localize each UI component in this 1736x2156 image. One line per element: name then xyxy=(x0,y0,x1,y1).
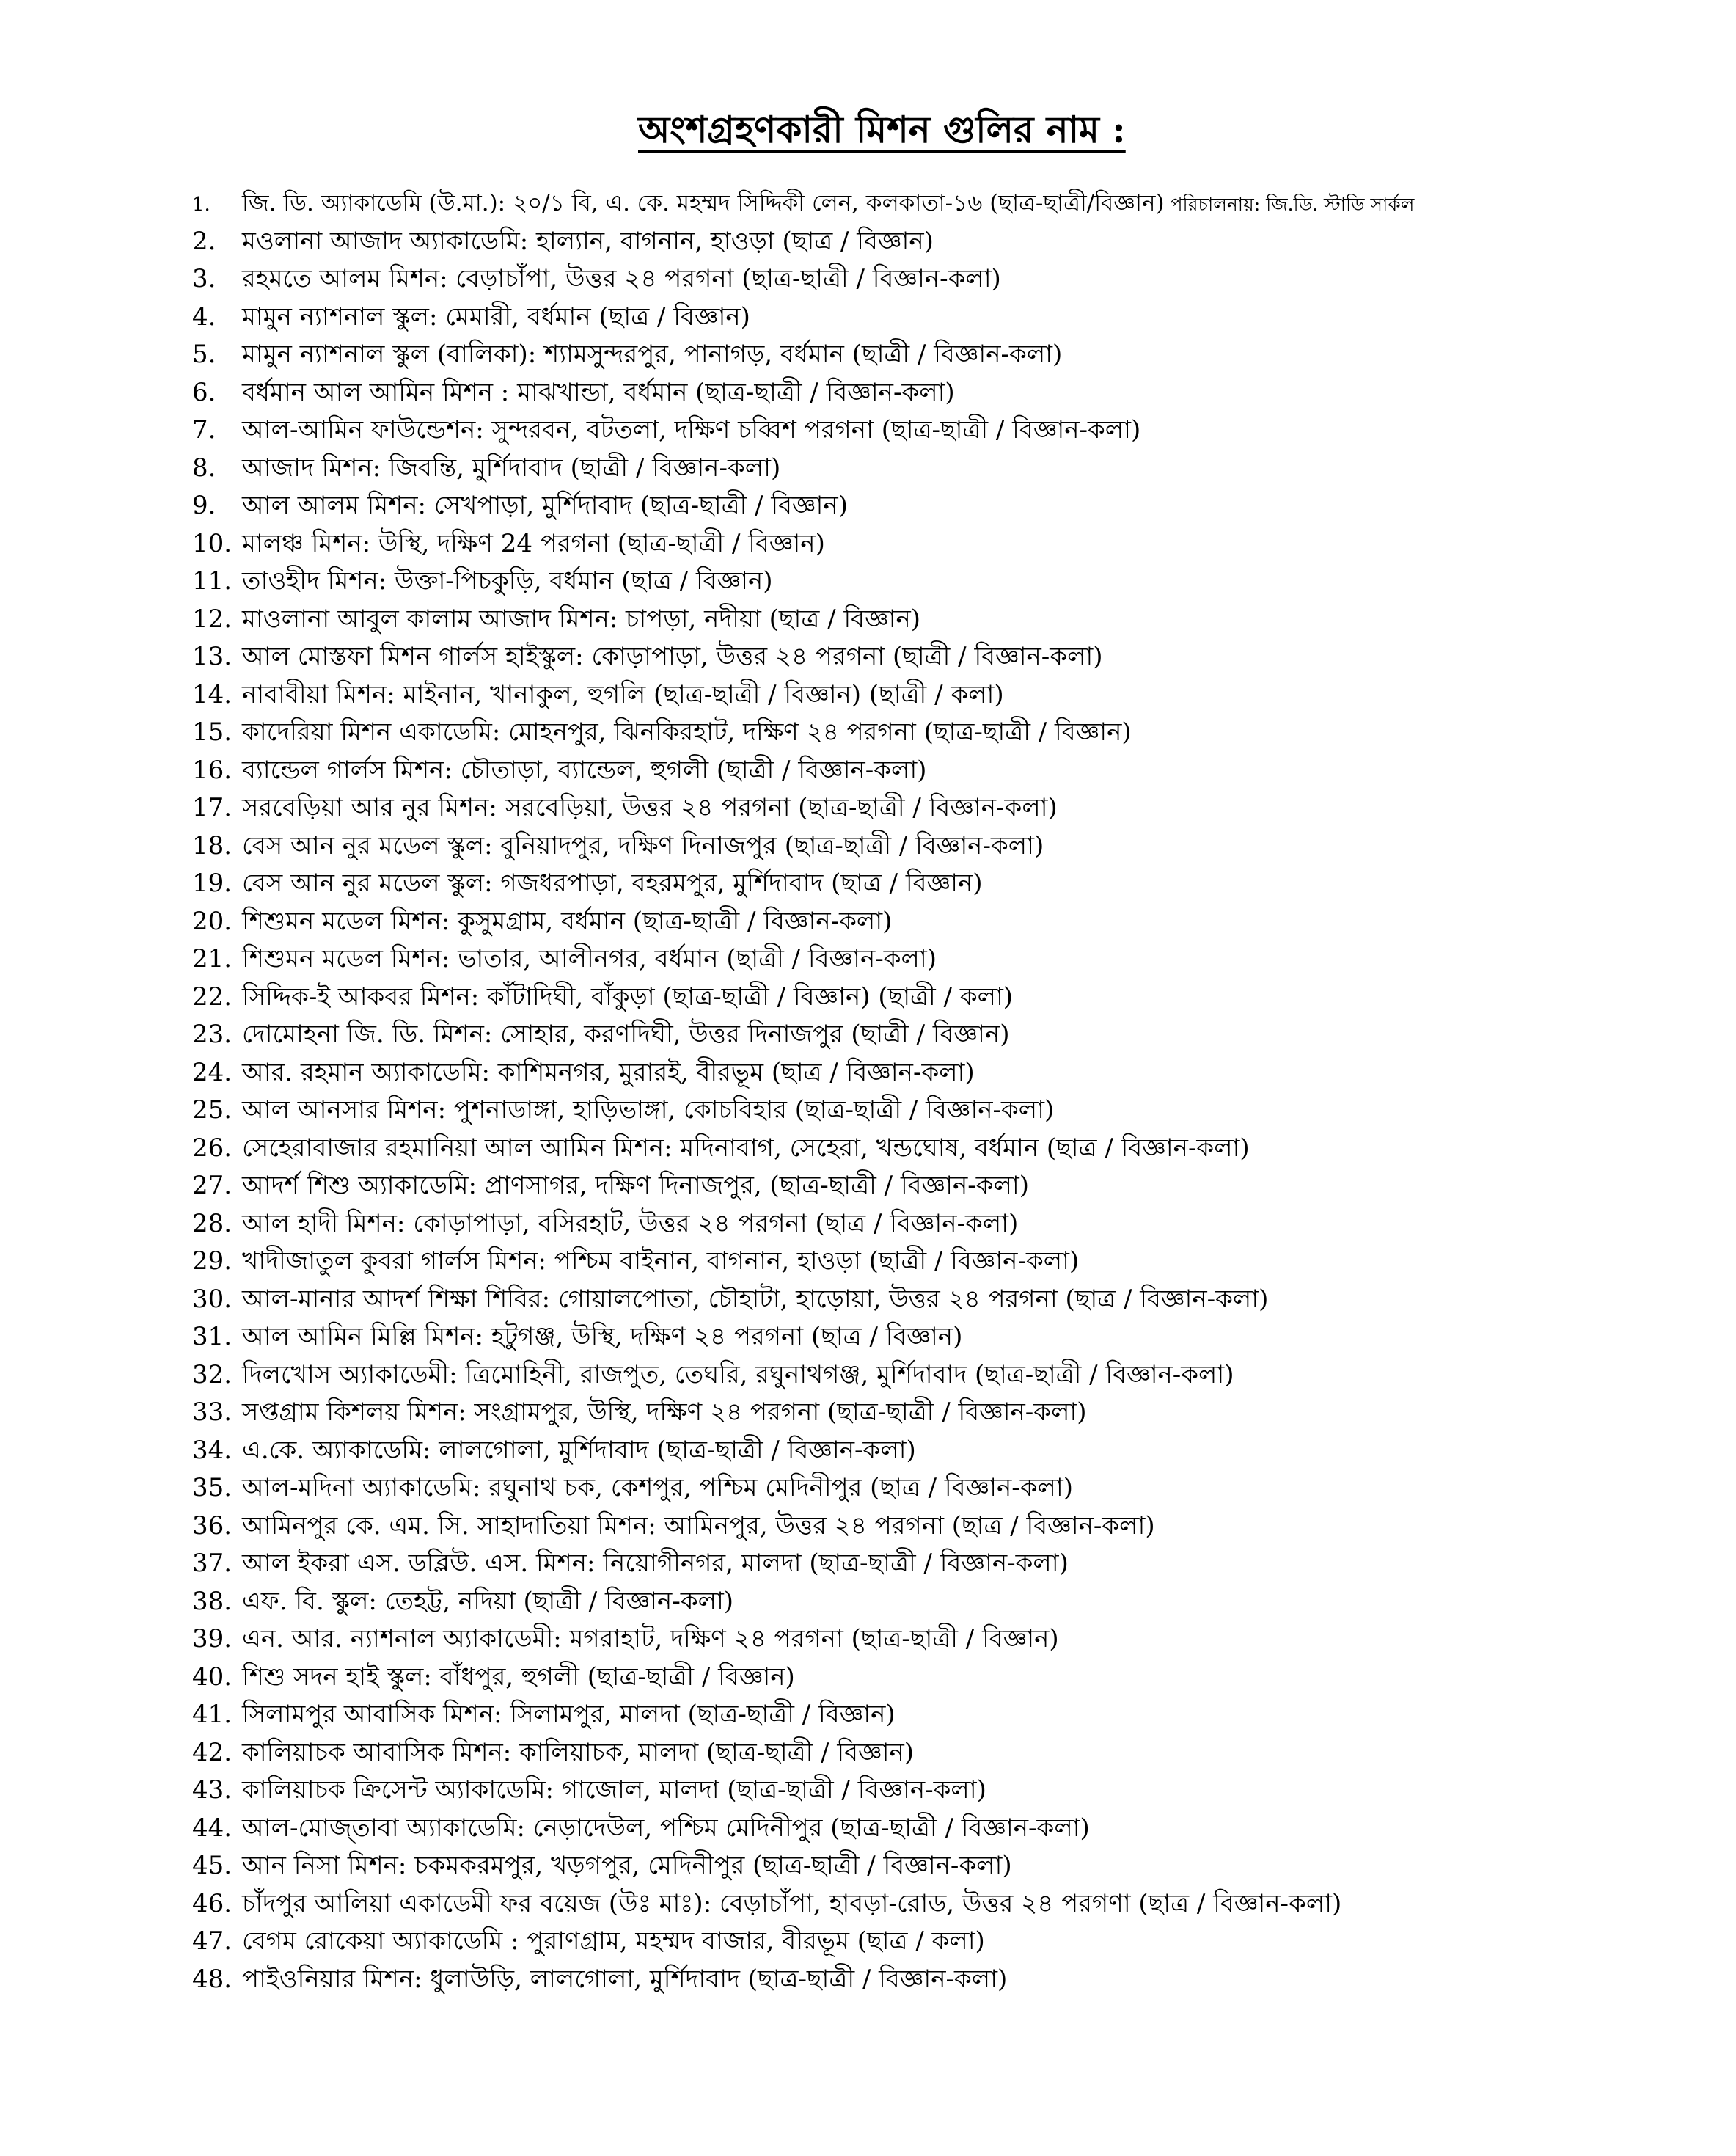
list-item xyxy=(192,1772,1703,1810)
item-text: মালঞ্চ মিশন: উস্থি, দক্ষিণ 24 পরগনা (ছাত্র-ছাত্রী / বিজ্ঞান) xyxy=(242,528,825,558)
item-text: আমিনপুর কে. এম. সি. সাহাদাতিয়া মিশন: আমিনপুর, উত্তর ২৪ পরগনা (ছাত্র / বিজ্ঞান-কলা) xyxy=(242,1510,1155,1541)
list-item xyxy=(192,638,1703,676)
item-number: 17. xyxy=(192,793,232,822)
item-number: 32. xyxy=(192,1359,232,1389)
list-item xyxy=(192,1545,1703,1583)
list-item xyxy=(192,1469,1703,1508)
list-item xyxy=(192,185,1703,223)
item-number: 14. xyxy=(192,679,232,709)
item-number: 19. xyxy=(192,869,232,898)
list-item xyxy=(192,789,1703,827)
list-item xyxy=(192,223,1703,261)
list-item xyxy=(192,1810,1703,1848)
item-number: 13. xyxy=(192,642,232,671)
item-number: 40. xyxy=(192,1662,232,1692)
item-text: সেহেরাবাজার রহমানিয়া আল আমিন মিশন: মদিনাবাগ, সেহেরা, খন্ডঘোষ, বর্ধমান (ছাত্র / বিজ্ঞান-কলা) xyxy=(242,1133,1250,1163)
item-number: 20. xyxy=(192,906,232,936)
item-number: 41. xyxy=(192,1700,232,1729)
item-text: মামুন ন্যাশনাল স্কুল: মেমারী, বর্ধমান (ছাত্র / বিজ্ঞান) xyxy=(242,302,750,332)
item-number: 37. xyxy=(192,1549,232,1578)
list-item xyxy=(192,1659,1703,1697)
item-number: 34. xyxy=(192,1435,232,1465)
item-number: 1. xyxy=(192,194,210,216)
list-item xyxy=(192,601,1703,639)
item-number: 31. xyxy=(192,1322,232,1351)
list-item xyxy=(192,374,1703,412)
item-text: শিশুমন মডেল মিশন: কুসুমগ্রাম, বর্ধমান (ছাত্র-ছাত্রী / বিজ্ঞান-কলা) xyxy=(242,906,893,936)
item-text: কালিয়াচক আবাসিক মিশন: কালিয়াচক, মালদা (ছাত্র-ছাত্রী / বিজ্ঞান) xyxy=(242,1737,915,1767)
list-item xyxy=(192,1961,1703,1999)
item-text: আর. রহমান অ্যাকাডেমি: কাশিমনগর, মুরারই, বীরভূম (ছাত্র / বিজ্ঞান-কলা) xyxy=(242,1057,975,1087)
item-text: আল আনসার মিশন: পুশনাডাঙ্গা, হাড়িভাঙ্গা, কোচবিহার (ছাত্র-ছাত্রী / বিজ্ঞান-কলা) xyxy=(242,1095,1055,1125)
list-item xyxy=(192,940,1703,979)
list-item xyxy=(192,979,1703,1017)
item-number: 46. xyxy=(192,1888,232,1918)
item-text: জি. ডি. অ্যাকাডেমি (উ.মা.): ২০/১ বি, এ. কে. মহম্মদ সিদ্দিকী লেন, কলকাতা-১৬ (ছাত্র-ছাত্রী/বিজ্ঞান) xyxy=(242,190,1165,216)
item-text: পাইওনিয়ার মিশন: ধুলাউড়ি, লালগোলা, মুর্শিদাবাদ (ছাত্র-ছাত্রী / বিজ্ঞান-কলা) xyxy=(242,1964,1008,1994)
item-text: আল-মানার আদর্শ শিক্ষা শিবির: গোয়ালপোতা, চৌহাটা, হাড়োয়া, উত্তর ২৪ পরগনা (ছাত্র / বিজ্ঞান-কলা) xyxy=(242,1284,1269,1314)
item-number: 21. xyxy=(192,944,232,973)
list-item xyxy=(192,1620,1703,1659)
item-number: 47. xyxy=(192,1926,232,1956)
item-note: পরিচালনায়: জি.ডি. স্টাডি সার্কল xyxy=(1170,194,1415,215)
item-number: 26. xyxy=(192,1133,232,1163)
list-item xyxy=(192,450,1703,488)
item-number: 4. xyxy=(192,302,216,332)
list-item xyxy=(192,676,1703,715)
item-number: 3. xyxy=(192,264,216,293)
list-item xyxy=(192,714,1703,752)
list-item xyxy=(192,1054,1703,1092)
list-item xyxy=(192,1281,1703,1319)
item-text: বেগম রোকেয়া অ্যাকাডেমি : পুরাণগ্রাম, মহম্মদ বাজার, বীরভূম (ছাত্র / কলা) xyxy=(242,1926,985,1956)
item-text: মামুন ন্যাশনাল স্কুল (বালিকা): শ্যামসুন্দরপুর, পানাগড়, বর্ধমান (ছাত্রী / বিজ্ঞান-কলা) xyxy=(242,340,1063,369)
item-number: 48. xyxy=(192,1964,232,1994)
item-number: 27. xyxy=(192,1171,232,1200)
item-number: 9. xyxy=(192,491,216,520)
item-text: সিলামপুর আবাসিক মিশন: সিলামপুর, মালদা (ছাত্র-ছাত্রী / বিজ্ঞান) xyxy=(242,1700,896,1729)
item-number: 18. xyxy=(192,830,232,860)
item-text: রহমতে আলম মিশন: বেড়াচাঁপা, উত্তর ২৪ পরগনা (ছাত্র-ছাত্রী / বিজ্ঞান-কলা) xyxy=(242,264,1001,293)
list-item xyxy=(192,865,1703,903)
list-item xyxy=(192,1432,1703,1470)
list-item xyxy=(192,1356,1703,1395)
list-item xyxy=(192,1243,1703,1281)
list-item xyxy=(192,412,1703,450)
list-item xyxy=(192,903,1703,941)
item-number: 16. xyxy=(192,755,232,785)
item-text: আল হাদী মিশন: কোড়াপাড়া, বসিরহাট, উত্তর ২৪ পরগনা (ছাত্র / বিজ্ঞান-কলা) xyxy=(242,1208,1019,1238)
item-text: নাবাবীয়া মিশন: মাইনান, খানাকুল, হুগলি (ছাত্র-ছাত্রী / বিজ্ঞান) (ছাত্রী / কলা) xyxy=(242,679,1004,709)
item-number: 15. xyxy=(192,717,232,747)
list-item xyxy=(192,1205,1703,1243)
item-text: আল-মদিনা অ্যাকাডেমি: রঘুনাথ চক, কেশপুর, পশ্চিম মেদিনীপুর (ছাত্র / বিজ্ঞান-কলা) xyxy=(242,1473,1073,1502)
list-item xyxy=(192,1167,1703,1205)
list-item xyxy=(192,563,1703,601)
item-text: এন. আর. ন্যাশনাল অ্যাকাডেমী: মগরাহাট, দক্ষিণ ২৪ পরগনা (ছাত্র-ছাত্রী / বিজ্ঞান) xyxy=(242,1624,1059,1653)
item-text: এফ. বি. স্কুল: তেহট্ট, নদিয়া (ছাত্রী / বিজ্ঞান-কলা) xyxy=(242,1586,734,1616)
list-item xyxy=(192,752,1703,790)
item-text: শিশুমন মডেল মিশন: ভাতার, আলীনগর, বর্ধমান (ছাত্রী / বিজ্ঞান-কলা) xyxy=(242,944,937,973)
item-text: আন নিসা মিশন: চকমকরমপুর, খড়গপুর, মেদিনীপুর (ছাত্র-ছাত্রী / বিজ্ঞান-কলা) xyxy=(242,1851,1012,1880)
item-number: 8. xyxy=(192,453,216,483)
item-text: আজাদ মিশন: জিবন্তি, মুর্শিদাবাদ (ছাত্রী / বিজ্ঞান-কলা) xyxy=(242,453,781,483)
list-item xyxy=(192,1508,1703,1546)
list-item xyxy=(192,1885,1703,1923)
list-item xyxy=(192,1583,1703,1621)
item-text: বর্ধমান আল আমিন মিশন : মাঝখান্ডা, বর্ধমান (ছাত্র-ছাত্রী / বিজ্ঞান-কলা) xyxy=(242,377,955,407)
list-item xyxy=(192,1092,1703,1130)
item-text: শিশু সদন হাই স্কুল: বাঁধপুর, হুগলী (ছাত্র-ছাত্রী / বিজ্ঞান) xyxy=(242,1662,795,1692)
item-number: 23. xyxy=(192,1020,232,1049)
item-number: 10. xyxy=(192,528,232,558)
item-text: আল মোস্তফা মিশন গার্লস হাইস্কুল: কোড়াপাড়া, উত্তর ২৪ পরগনা (ছাত্রী / বিজ্ঞান-কলা) xyxy=(242,642,1103,671)
item-number: 7. xyxy=(192,415,216,445)
item-text: কাদেরিয়া মিশন একাডেমি: মোহনপুর, ঝিনকিরহাট, দক্ষিণ ২৪ পরগনা (ছাত্র-ছাত্রী / বিজ্ঞান) xyxy=(242,717,1132,747)
item-text: এ.কে. অ্যাকাডেমি: লালগোলা, মুর্শিদাবাদ (ছাত্র-ছাত্রী / বিজ্ঞান-কলা) xyxy=(242,1435,916,1465)
item-text: দোমোহনা জি. ডি. মিশন: সোহার, করণদিঘী, উত্তর দিনাজপুর (ছাত্রী / বিজ্ঞান) xyxy=(242,1020,1010,1049)
item-number: 43. xyxy=(192,1775,232,1805)
list-item xyxy=(192,260,1703,299)
list-item xyxy=(192,1016,1703,1054)
list-item xyxy=(192,336,1703,374)
item-text: মাওলানা আবুল কালাম আজাদ মিশন: চাপড়া, নদীয়া (ছাত্র / বিজ্ঞান) xyxy=(242,604,921,634)
item-text: আদর্শ শিশু অ্যাকাডেমি: প্রাণসাগর, দক্ষিণ দিনাজপুর, (ছাত্র-ছাত্রী / বিজ্ঞান-কলা) xyxy=(242,1171,1030,1200)
item-number: 39. xyxy=(192,1624,232,1653)
item-text: চাঁদপুর আলিয়া একাডেমী ফর বয়েজ (উঃ মাঃ): বেড়াচাঁপা, হাবড়া-রোড, উত্তর ২৪ পরগণা (ছাত্র / বিজ্ঞান-কলা) xyxy=(242,1888,1342,1918)
list-item xyxy=(192,1847,1703,1885)
item-text: বেস আন নুর মডেল স্কুল: গজধরপাড়া, বহরমপুর, মুর্শিদাবাদ (ছাত্র / বিজ্ঞান) xyxy=(242,869,983,898)
item-number: 25. xyxy=(192,1095,232,1125)
item-text: আল-আমিন ফাউন্ডেশন: সুন্দরবন, বটতলা, দক্ষিণ চব্বিশ পরগনা (ছাত্র-ছাত্রী / বিজ্ঞান-কলা) xyxy=(242,415,1141,445)
item-text: সপ্তগ্রাম কিশলয় মিশন: সংগ্রামপুর, উস্থি, দক্ষিণ ২৪ পরগনা (ছাত্র-ছাত্রী / বিজ্ঞান-কলা) xyxy=(242,1397,1087,1427)
item-text: সিদ্দিক-ই আকবর মিশন: কাঁটাদিঘী, বাঁকুড়া (ছাত্র-ছাত্রী / বিজ্ঞান) (ছাত্রী / কলা) xyxy=(242,982,1014,1012)
item-text: দিলখোস অ্যাকাডেমী: ত্রিমোহিনী, রাজপুত, তেঘরি, রঘুনাথগঞ্জ, মুর্শিদাবাদ (ছাত্র-ছাত্রী / বিজ্ঞান-কলা) xyxy=(242,1359,1234,1389)
item-number: 22. xyxy=(192,982,232,1012)
item-number: 35. xyxy=(192,1473,232,1502)
item-number: 11. xyxy=(192,566,232,596)
item-text: আল ইকরা এস. ডব্লিউ. এস. মিশন: নিয়োগীনগর, মালদা (ছাত্র-ছাত্রী / বিজ্ঞান-কলা) xyxy=(242,1549,1069,1578)
item-text: তাওহীদ মিশন: উক্তা-পিচকুড়ি, বর্ধমান (ছাত্র / বিজ্ঞান) xyxy=(242,566,773,596)
list-item xyxy=(192,827,1703,866)
list-item xyxy=(192,487,1703,525)
item-text: আল-মোজ্তাবা অ্যাকাডেমি: নেড়াদেউল, পশ্চিম মেদিনীপুর (ছাত্র-ছাত্রী / বিজ্ঞান-কলা) xyxy=(242,1813,1090,1843)
item-number: 36. xyxy=(192,1510,232,1541)
item-text: সরবেড়িয়া আর নুর মিশন: সরবেড়িয়া, উত্তর ২৪ পরগনা (ছাত্র-ছাত্রী / বিজ্ঞান-কলা) xyxy=(242,793,1058,822)
item-text: আল আলম মিশন: সেখপাড়া, মুর্শিদাবাদ (ছাত্র-ছাত্রী / বিজ্ঞান) xyxy=(242,491,848,520)
item-number: 24. xyxy=(192,1057,232,1087)
list-item xyxy=(192,1394,1703,1432)
item-number: 5. xyxy=(192,340,216,369)
list-item xyxy=(192,1130,1703,1168)
item-number: 42. xyxy=(192,1737,232,1767)
page-title: অংশগ্রহণকারী মিশন গুলির নাম : xyxy=(638,108,1126,151)
list-item xyxy=(192,525,1703,563)
item-number: 44. xyxy=(192,1813,232,1843)
item-text: মওলানা আজাদ অ্যাকাডেমি: হাল্যান, বাগনান, হাওড়া (ছাত্র / বিজ্ঞান) xyxy=(242,226,934,256)
item-text: কালিয়াচক ক্রিসেন্ট অ্যাকাডেমি: গাজোল, মালদা (ছাত্র-ছাত্রী / বিজ্ঞান-কলা) xyxy=(242,1775,986,1805)
list-item xyxy=(192,1318,1703,1356)
list-item xyxy=(192,1923,1703,1961)
mission-list xyxy=(192,185,1703,1998)
list-item xyxy=(192,1734,1703,1772)
item-number: 33. xyxy=(192,1397,232,1427)
item-number: 29. xyxy=(192,1246,232,1276)
item-number: 28. xyxy=(192,1208,232,1238)
list-item xyxy=(192,1696,1703,1734)
item-number: 12. xyxy=(192,604,232,634)
list-item xyxy=(192,299,1703,337)
item-number: 30. xyxy=(192,1284,232,1314)
item-text: ব্যান্ডেল গার্লস মিশন: চৌতাড়া, ব্যান্ডেল, হুগলী (ছাত্রী / বিজ্ঞান-কলা) xyxy=(242,755,927,785)
item-text: খাদীজাতুল কুবরা গার্লস মিশন: পশ্চিম বাইনান, বাগনান, হাওড়া (ছাত্রী / বিজ্ঞান-কলা) xyxy=(242,1246,1080,1276)
item-number: 38. xyxy=(192,1586,232,1616)
item-text: বেস আন নুর মডেল স্কুল: বুনিয়াদপুর, দক্ষিণ দিনাজপুর (ছাত্র-ছাত্রী / বিজ্ঞান-কলা) xyxy=(242,830,1044,860)
item-text: আল আমিন মিল্লি মিশন: হটুগঞ্জ, উস্থি, দক্ষিণ ২৪ পরগনা (ছাত্র / বিজ্ঞান) xyxy=(242,1322,963,1351)
item-number: 2. xyxy=(192,226,216,256)
item-number: 45. xyxy=(192,1851,232,1880)
item-number: 6. xyxy=(192,377,216,407)
